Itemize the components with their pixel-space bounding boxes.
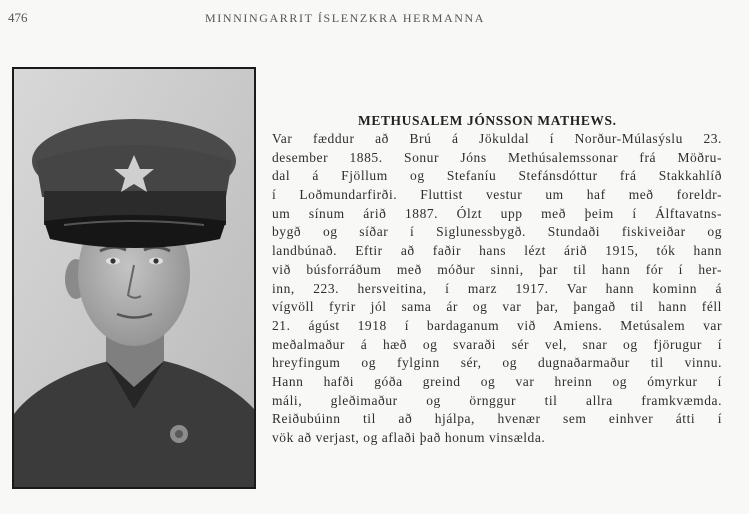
text-line: Var fæddur að Brú á Jökuldal í Norður-Múlasýslu 23.	[272, 131, 722, 146]
text-line: um sínum árið 1887. Ólzt upp með þeim í Álftavatns-	[272, 205, 722, 221]
text-line: vök að verjast, og aflaði það honum vinsælda.	[272, 430, 546, 445]
entry-title: METHUSALEM JÓNSSON MATHEWS.	[358, 113, 617, 128]
text-line: Reiðubúinn til að hjálpa, hvenær sem einhver átti í	[272, 411, 722, 427]
text-line: í Loðmundarfirði. Fluttist vestur um haf með foreldr-	[272, 187, 722, 203]
soldier-portrait-image	[14, 69, 254, 487]
text-line: við búsforráðum með móður sinni, þar til hann fór í her-	[272, 261, 722, 277]
text-line: desember 1885. Sonur Jóns Methúsalemssonar frá Möðru-	[272, 149, 722, 165]
running-head: MINNINGARRIT ÍSLENZKRA HERMANNA	[205, 11, 486, 25]
text-line: Hann hafði góða greind og var hreinn og ómyrkur í	[272, 373, 722, 389]
page-number: 476	[8, 10, 28, 25]
biography-text	[272, 130, 722, 448]
portrait-photo	[12, 67, 256, 489]
text-line: bygð og síðar í Siglunessbygð. Stundaði fiskiveiðar og	[272, 224, 722, 240]
text-line: meðalmaður á hæð og svaraði sér vel, snar og fjörugur í	[272, 336, 722, 352]
text-line: dal á Fjöllum og Stefaníu Stefánsdóttur frá Stakkahlíð	[272, 168, 722, 184]
text-line: máli, gleðimaður og örnggur til allra framkvæmda.	[272, 392, 722, 408]
text-line: hreyfingum og fylginn sér, og dugnaðarmaður til vinnu.	[272, 355, 722, 371]
text-line: inn, 223. hersveitina, í marz 1917. Var hann kominn á	[272, 280, 722, 296]
text-line: landbúnað. Eftir að faðir hans lézt árið 1915, tók hann	[272, 243, 722, 259]
text-line: vígvöll fyrir jól sama ár og var þar, þangað til hann féll	[272, 299, 722, 315]
text-line: 21. ágúst 1918 í bardaganum við Amiens. Metúsalem var	[272, 317, 722, 333]
